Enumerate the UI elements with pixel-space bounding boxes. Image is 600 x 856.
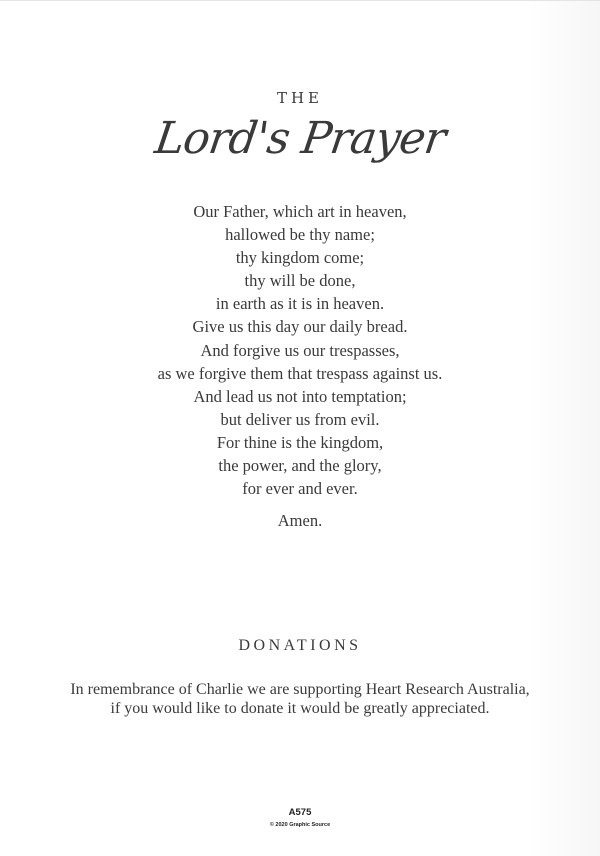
prayer-line: Give us this day our daily bread. [192, 317, 408, 337]
prayer-line: And forgive us our trespasses, [200, 340, 400, 360]
prayer-line: thy kingdom come; [235, 248, 365, 268]
prayer-line: And lead us not into temptation; [193, 386, 407, 406]
prayer-line: hallowed be thy name; [225, 225, 375, 245]
prayer-line: in earth as it is in heaven. [215, 294, 385, 314]
copyright-notice: © 2020 Graphic Source [269, 822, 331, 828]
donations-line: if you would like to donate it would be greatly appreciated. [110, 700, 490, 717]
prayer-line: Our Father, which art in heaven, [193, 202, 407, 221]
product-code: A575 [288, 807, 312, 818]
title-prefix: THE [276, 89, 324, 107]
prayer-text [0, 200, 600, 500]
donations-line: In remembrance of Charlie we are supporting Heart Research Australia, [70, 681, 530, 698]
prayer-line: for ever and ever. [242, 479, 358, 499]
prayer-line: but deliver us from evil. [220, 409, 380, 429]
donations-heading: DONATIONS [238, 637, 362, 654]
prayer-amen: Amen. [277, 511, 323, 530]
donations-text [0, 680, 600, 718]
page-title: Lord's Prayer [151, 113, 449, 164]
prayer-line: For thine is the kingdom, [216, 432, 384, 452]
prayer-line: as we forgive them that trespass against us. [157, 363, 443, 383]
prayer-line: thy will be done, [244, 271, 356, 291]
prayer-line: the power, and the glory, [218, 456, 382, 476]
